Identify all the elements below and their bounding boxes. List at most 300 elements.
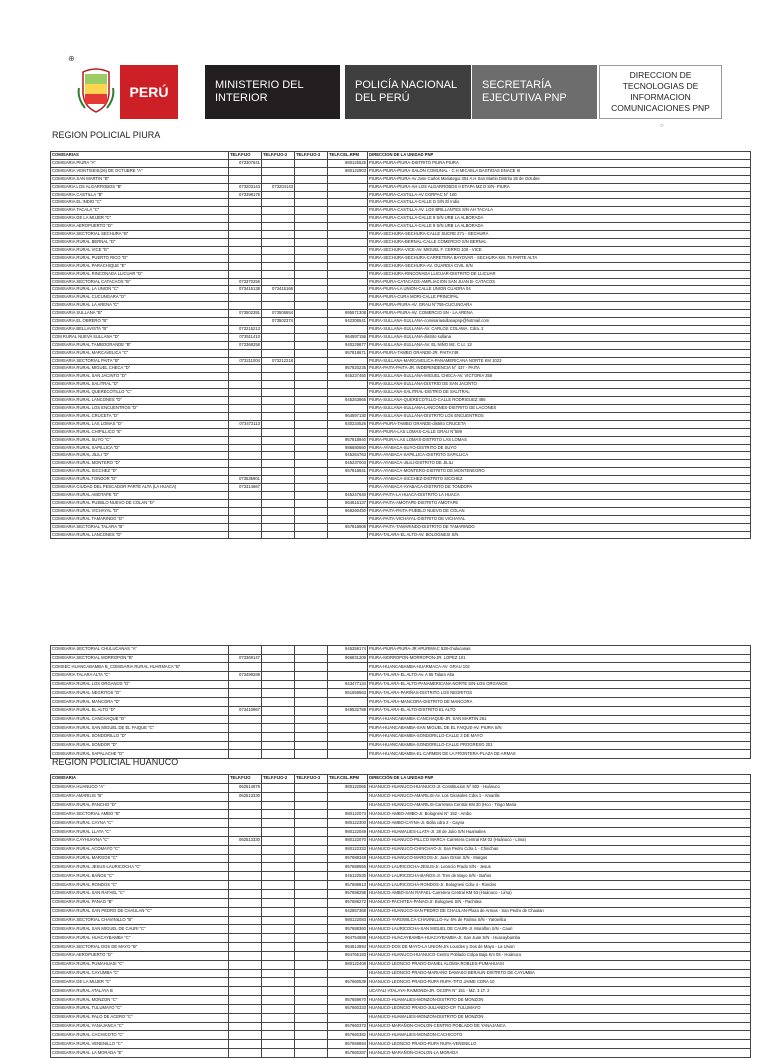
mobile-cell: 986680660 [328,444,368,452]
mobile-cell [328,191,368,199]
address-cell: HUANUCO-AMBO-CAYNA-Jr. Bolla cdra 2 - Cayna [368,819,751,828]
phone3-cell [295,689,328,698]
phone3-cell [295,294,328,302]
phone2-cell [262,420,295,428]
mobile-cell: 957659670 [328,996,368,1005]
mobile-cell: 980122903 [328,167,368,175]
station-cell: COMISARIA SECTORIAL TALARA "B" [51,523,229,531]
address-cell: HUANUCO-YAROWILCA-CHAVINILLO-Av. 6% de Fatima S/N - Yarowilca [368,916,751,925]
phone2-cell [262,1040,295,1049]
phone2-cell [262,1004,295,1013]
table-row [51,262,751,270]
phone2-cell [262,872,295,881]
phone2-cell [262,167,295,175]
station-cell: COMISARIA CASTILLA "B" [51,191,229,199]
mobile-cell: 964597156 [328,333,368,341]
address-cell: PIURA-HUANCABAMBA-SONDORILLO-CALLE PROGRESO 201 [368,741,751,750]
phone2-cell [262,654,295,663]
phone-cell [229,1013,262,1022]
table-row [51,863,751,872]
address-cell: PIURA-PAITA-AMOTAPE-DISTRITO AMOTAPE [368,499,751,507]
table-row [51,978,751,987]
station-cell: COMISARIA RURAL SAPILLICA "D" [51,444,229,452]
station-cell: COMISARIA RURAL RONDOS "C" [51,881,229,890]
phone3-cell [295,801,328,810]
station-cell: COMISARIA RURAL NEGRITOS "D" [51,689,229,698]
phone3-cell [295,270,328,278]
phone-cell [229,1022,262,1031]
mobile-cell: 957818641 [328,468,368,476]
address-cell: HUANUCO-HUANUCO-HUANUCO-Jr. Constitucion N° 502 - Huánuco [368,783,751,792]
address-cell: PIURA-SECHURA-SECHURA-CARRETERA BAYOVAR - SECHURA KM. 75 PARTE ALTA [368,254,751,262]
mobile-cell [328,428,368,436]
mobile-cell: 945237450 [328,373,368,381]
table-row [51,732,751,741]
table-row [51,836,751,845]
phone2-cell [262,907,295,916]
address-cell: HUANUCO-LEONCIO PRADO-DANIEL ALOMIA ROBLES-PUMAHUASI [368,960,751,969]
phone2-cell [262,491,295,499]
phone3-cell [295,302,328,310]
station-cell: COMISARIA RURAL CHIPILLICO "E" [51,428,229,436]
phone-cell [229,724,262,733]
table-row [51,515,751,523]
phone2-cell: 073415166 [262,286,295,294]
table-row [51,907,751,916]
station-cell: COMISARIA RURAL JESUS-LAURICOCHA "C" [51,863,229,872]
peru-label: PERÚ [120,65,178,119]
address-cell: HUANUCO-LEONCIO PRADO-MARIANO DAMASO BERAUN-DISTRITO DE CAYUMBA [368,969,751,978]
table-row [51,294,751,302]
station-cell: COMISARIA RURAL LANCONES "D" [51,397,229,405]
station-cell: COMISARIA RURAL MONTERO "D" [51,460,229,468]
phone3-cell [295,750,328,759]
phone2-cell [262,1013,295,1022]
phone3-cell [295,278,328,286]
station-cell: COMISARIA RURAL MARGOS "C" [51,854,229,863]
address-cell: PIURA-PIURA-LAS LOMAS-DISTRITO LAS LOMAS [368,436,751,444]
phone3-cell [295,969,328,978]
mobile-cell: 964597130 [328,412,368,420]
phone3-cell [295,1031,328,1040]
mobile-cell: 969260450 [328,507,368,515]
table-row [51,951,751,960]
phone-cell [229,515,262,523]
address-cell: PIURA-PIURA-PIURA-DISTRITO PIURA PIURA [368,159,751,167]
mobile-cell: 964615137 [328,499,368,507]
phone3-cell [295,405,328,413]
phone2-cell [262,531,295,539]
table-row [51,325,751,333]
station-cell: COMISARIA RURAL SUYO "C" [51,436,229,444]
phone-cell [229,750,262,759]
phone3-cell [295,246,328,254]
phone-cell [229,365,262,373]
phone-cell [229,302,262,310]
phone-cell [229,444,262,452]
address-cell: PIURA-SECHURA-SECHURA-AV. GUARDIA CIVIL S/N [368,262,751,270]
address-cell: PIURA-SULLANA-SULLANA-AV. CARLOS COLAMA. Cdra. 2 [368,325,751,333]
phone-cell [229,715,262,724]
table-row [51,365,751,373]
phone-cell: 073369147 [229,654,262,663]
phone3-cell [295,715,328,724]
phone-cell: 073368258 [229,341,262,349]
station-cell: COMISARIA RURAL CAYUMBA "C" [51,969,229,978]
address-cell: PIURA-SECHURA-SECHURA-CALLE SUCRE 271 - SECHURA [368,231,751,239]
phone-cell [229,167,262,175]
phone3-cell [295,854,328,863]
phone2-cell [262,215,295,223]
address-cell: PIURA-MORROPON-MORROPON-JR. LOPEZ 101 [368,654,751,663]
address-cell: HUANUCO-AMBO-AMBO-Jr. Bolognesi N° 152 - Ambo [368,810,751,819]
phone-cell [229,1004,262,1013]
phone-cell [229,987,262,996]
phone2-cell [262,270,295,278]
station-cell: COMISARIA SULLANA "B" [51,310,229,318]
table-row [51,680,751,689]
address-cell: HUANUCO-LAURICOCHA-RONDOS-Jr. Bolognesi Cdra 4 - Rondos [368,881,751,890]
piura-table-continued [50,645,751,759]
table-row [51,689,751,698]
phone-cell: 073370256 [229,278,262,286]
table-row [51,828,751,837]
address-cell: HUANUCO-MARAÑON-CHOLON-LA MORADA [368,1049,751,1058]
phone3-cell [295,262,328,270]
address-cell: HUANUCO-HUANUCO-SAN PEDRO DE CHAULAN-Plaza de Armas - San Pedro de Chaulan [368,907,751,916]
phone3-cell [295,654,328,663]
phone2-cell [262,325,295,333]
phone2-cell [262,836,295,845]
phone-cell [229,436,262,444]
phone2-cell [262,925,295,934]
mobile-cell: 957660382 [328,1031,368,1040]
address-cell: PIURA-SULLANA-SULLANA-comisariasullanapnp@hotmail.com [368,318,751,326]
phone2-cell [262,278,295,286]
address-cell: PIURA-TALARA-EL ALTO-AV. BOLOGNESI S/N [368,531,751,539]
phone3-cell [295,646,328,655]
phone-cell: 073472113 [229,420,262,428]
phone3-cell [295,231,328,239]
phone-cell: 062514876 [229,783,262,792]
phone3-cell [295,223,328,231]
phone2-cell [262,698,295,707]
phone3-cell [295,199,328,207]
corner-mark: ○ [660,123,664,129]
address-cell: PIURA-SULLANA-SULLANA-LANCONES-DISTRITO DE LACONES [368,405,751,413]
phone2-cell [262,159,295,167]
station-cell: COMISARIA RURAL CACHICOTO "C" [51,1031,229,1040]
phone2-cell [262,515,295,523]
phone3-cell [295,397,328,405]
table-row [51,987,751,996]
station-cell: COMISARIA SAN MARTIN "B" [51,175,229,183]
address-cell: PIURA-HUANCABAMBA-SAN MIGUEL DE EL FAIQUE-AV. PIURA S/N [368,724,751,733]
col-header: TELF.CEL.RPM [328,152,368,160]
address-cell: PIURA-PIURA-PIURA-AV. GRAU N°755-CUCUNGARA [368,302,751,310]
station-cell: COMISARIA RURAL AMOTAPE "D" [51,491,229,499]
phone2-cell [262,452,295,460]
huanuco-table [50,774,751,1058]
phone3-cell [295,420,328,428]
address-cell: PIURA-AYABACA-SICCHEZ-DISTRITO SICCHEZ [368,476,751,484]
phone3-cell [295,191,328,199]
address-cell: PIURA-PIURA-CASTILLA-AV CORPAC N° 100 [368,191,751,199]
station-cell: COMISARIA RURAL JILILI "D" [51,452,229,460]
phone3-cell [295,925,328,934]
address-cell: PIURA-SULLANA-SULLANA-distrito sullana [368,333,751,341]
station-cell: COMISARIA RURAL LA ARENA "C" [51,302,229,310]
phone-cell: 073502391 [229,310,262,318]
mobile-cell: 945263865 [328,397,368,405]
phone-cell [229,969,262,978]
mobile-cell: 949532788 [328,706,368,715]
mobile-cell: 957688348 [328,854,368,863]
phone2-cell [262,741,295,750]
phone-cell [229,916,262,925]
mobile-cell [328,262,368,270]
col-header: TELF.FIJO-3 [295,775,328,784]
phone2-cell [262,898,295,907]
mobile-cell [328,199,368,207]
policia-label: POLICÍA NACIONAL DEL PERÚ [345,65,471,119]
mobile-cell [328,254,368,262]
phone2-cell [262,381,295,389]
table-row [51,183,751,191]
table-row [51,916,751,925]
phone2-cell [262,916,295,925]
col-header: DIRECCION DE LA UNIDAD PNP [368,152,751,160]
phone-cell [229,523,262,531]
address-cell: PIURA-TALARA-EL ALTO-DISTRITO EL ALTO [368,706,751,715]
station-cell: COMISARIA RURAL SAN JACINTO "D" [51,373,229,381]
station-cell: COMISARIA RURAL CAYNA "C" [51,819,229,828]
table-row [51,175,751,183]
col-header: TELF.CEL.RPM [328,775,368,784]
table-row [51,654,751,663]
address-cell: PIURA-AYABACA-SAPILLICA-DISTRITO SAPILLICA [368,452,751,460]
station-cell: COMISARIA RURAL VICHAYAL "D" [51,507,229,515]
region-title-huanuco: REGION POLICIAL HUANUCO [52,757,179,767]
table-row [51,499,751,507]
table-row [51,318,751,326]
phone2-cell [262,646,295,655]
table-row [51,246,751,254]
phone3-cell [295,889,328,898]
phone3-cell [295,724,328,733]
table-row [51,1049,751,1058]
address-cell: PIURA-AYABACA-AYABACA-DISTRITO DE TONDOPA [368,484,751,492]
table-row [51,207,751,215]
station-cell: COMISARIA RURAL ACOMAYO "C" [51,845,229,854]
mobile-cell [328,476,368,484]
mobile-cell [328,405,368,413]
phone-cell [229,680,262,689]
phone2-cell [262,1022,295,1031]
phone2-cell [262,476,295,484]
table-row [51,1022,751,1031]
address-cell: PIURA-TALARA-EL ALTO-PANAMERICANA NORTE S/N-LOS ORGANOS [368,680,751,689]
mobile-cell: 940229677 [328,341,368,349]
station-cell: COMISARIA RURAL LOS ENCUENTROS "D" [51,405,229,413]
phone-cell [229,863,262,872]
phone-cell [229,854,262,863]
phone2-cell [262,341,295,349]
phone3-cell [295,159,328,167]
col-header: DIRECCIÓN DE LA UNIDAD PNP [368,775,751,784]
phone2-cell [262,732,295,741]
phone-cell: 073410967 [229,706,262,715]
address-cell: HUANUCO-HUAMALIES-MONZON-CACHICOTO [368,1031,751,1040]
table-row [51,452,751,460]
phone2-cell [262,943,295,952]
phone-cell [229,318,262,326]
address-cell: PIURA-PIURA-CASTILLA-CALLE 9 S/N URB LA ALBORADA [368,215,751,223]
address-cell: HUANUCO-HUANUCO-CHINCHAO-Jr. San Pedro Cdra 1 - Chinchao [368,845,751,854]
mobile-cell: 957660373 [328,1022,368,1031]
col-header: TELF.FIJO-2 [262,152,295,160]
phone-cell: 073215213 [229,325,262,333]
phone3-cell [295,349,328,357]
phone-cell: 073203143 [229,183,262,191]
table-row [51,310,751,318]
phone-cell [229,943,262,952]
table-row [51,215,751,223]
phone2-cell [262,507,295,515]
address-cell: PIURA-SULLANA-MARCAVELICA-PANAMERICANA NORTE KM 1023 [368,357,751,365]
station-cell: COMISARIA EL OBRERO "B" [51,318,229,326]
phone-cell [229,907,262,916]
mobile-cell [328,357,368,365]
mobile-cell: 964613894 [328,943,368,952]
table-row [51,663,751,672]
address-cell: PIURA-PIURA-PIURA-JR APURIMAC 528-chulucanas [368,646,751,655]
phone3-cell [295,476,328,484]
phone2-cell [262,783,295,792]
table-row [51,889,751,898]
phone3-cell [295,819,328,828]
phone2-cell [262,706,295,715]
table-row [51,1004,751,1013]
phone3-cell [295,491,328,499]
phone-cell [229,1049,262,1058]
mobile-cell: 943477134 [328,680,368,689]
address-cell: PIURA-PIURA-LA UNION-CALLE UNION CUADRA 04 [368,286,751,294]
mobile-cell: 957688556 [328,863,368,872]
phone2-cell [262,246,295,254]
mobile-cell: 945264763 [328,452,368,460]
mobile-cell: 966831209 [328,654,368,663]
phone3-cell [295,452,328,460]
phone-cell [229,960,262,969]
mobile-cell [328,325,368,333]
phone2-cell [262,231,295,239]
phone2-cell [262,819,295,828]
phone3-cell [295,872,328,881]
phone3-cell [295,943,328,952]
mobile-cell [328,286,368,294]
phone2-cell [262,828,295,837]
phone2-cell [262,881,295,890]
mobile-cell: 957688813 [328,881,368,890]
phone2-cell [262,854,295,863]
phone2-cell [262,405,295,413]
phone2-cell [262,223,295,231]
phone-cell [229,1031,262,1040]
address-cell: PIURA-PIURA-TAMBO GRANDE-JR. PAITA749 [368,349,751,357]
phone-cell: 073415138 [229,286,262,294]
station-cell: COMISARIA RURAL SAN MIGUEL DE CAURI "C" [51,925,229,934]
phone-cell [229,531,262,539]
phone2-cell [262,397,295,405]
address-cell: PIURA-SECHURA-VICE-AV. MIGUEL F. CERRO 100 - VICE [368,246,751,254]
mobile-cell: 957688298 [328,889,368,898]
address-cell: PIURA-PAITA-PAITA-PUEBLO NUEVO DE COLAN [368,507,751,515]
station-cell: COMISARIA SECTORIAL PAITA "B" [51,357,229,365]
address-cell: PIURA-HUANCABAMBA-HUARMACA-AV. GRAU 102 [368,663,751,672]
table-row [51,698,751,707]
mobile-cell [328,801,368,810]
phone3-cell [295,898,328,907]
address-cell: HUANUCO-LAURICOCHA-JESUS-Jr. Leoncio Prado S/N - Jesus [368,863,751,872]
mobile-cell [328,741,368,750]
mobile-cell [328,270,368,278]
phone-cell [229,246,262,254]
table-row [51,302,751,310]
phone-cell [229,925,262,934]
mobile-cell: 957818608 [328,523,368,531]
address-cell: HUANUCO-LEONCIO PRADO-RUPA RUPA-TITO JAIME CDRA 10 [368,978,751,987]
mobile-cell [328,672,368,681]
mobile-cell [328,294,368,302]
peru-coat-of-arms-icon [77,68,115,114]
phone3-cell [295,215,328,223]
phone3-cell [295,907,328,916]
mobile-cell: 951559563 [328,689,368,698]
station-cell: COMISARIA RURAL PALO DE ACERO "C" [51,1013,229,1022]
address-cell: PIURA-SECHURA-RINCONADA LLICUAR-DISTRITO DE LLICUAR [368,270,751,278]
phone2-cell [262,792,295,801]
address-cell: PIURA-SULLANA-SULLANA-DISTRIO DE SAN JACINTO [368,381,751,389]
table-row [51,491,751,499]
mobile-cell [328,278,368,286]
address-cell: PIURA-PIURA-CATACAOS-AMPLIACION SAN JUAN B- CATACOS [368,278,751,286]
phone2-cell [262,680,295,689]
table-row [51,715,751,724]
phone3-cell [295,978,328,987]
table-row [51,531,751,539]
phone2-cell [262,724,295,733]
mobile-cell: 957660287 [328,1049,368,1058]
address-cell: UCAYALI-ATALAYA-RAIMONDI-JR. OCOPA N° 151 - MZ. 3 LT. 2 [368,987,751,996]
phone3-cell [295,672,328,681]
phone3-cell [295,881,328,890]
table-row [51,405,751,413]
phone2-cell [262,238,295,246]
table-row [51,412,751,420]
address-cell: PIURA-SECHURA-BERNAL-CALLE COMERCIO S/N BERNAL [368,238,751,246]
phone-cell [229,845,262,854]
address-cell: PIURA-SULLANA-SULLANA-DISTRITO LOS ENCUENTROS [368,412,751,420]
address-cell: HUANUCO-DOS DE MAYO-LA UNION-Jrs Lourdes y Dos de Mayo - La Union [368,943,751,952]
table-row [51,845,751,854]
phone2-cell [262,191,295,199]
phone-cell [229,254,262,262]
table-row [51,672,751,681]
address-cell: HUANUCO-PACHITEA-PANAO-Jr. Bolognesi S/N - Pachitea [368,898,751,907]
phone2-cell: 073506654 [262,310,295,318]
phone-cell [229,828,262,837]
